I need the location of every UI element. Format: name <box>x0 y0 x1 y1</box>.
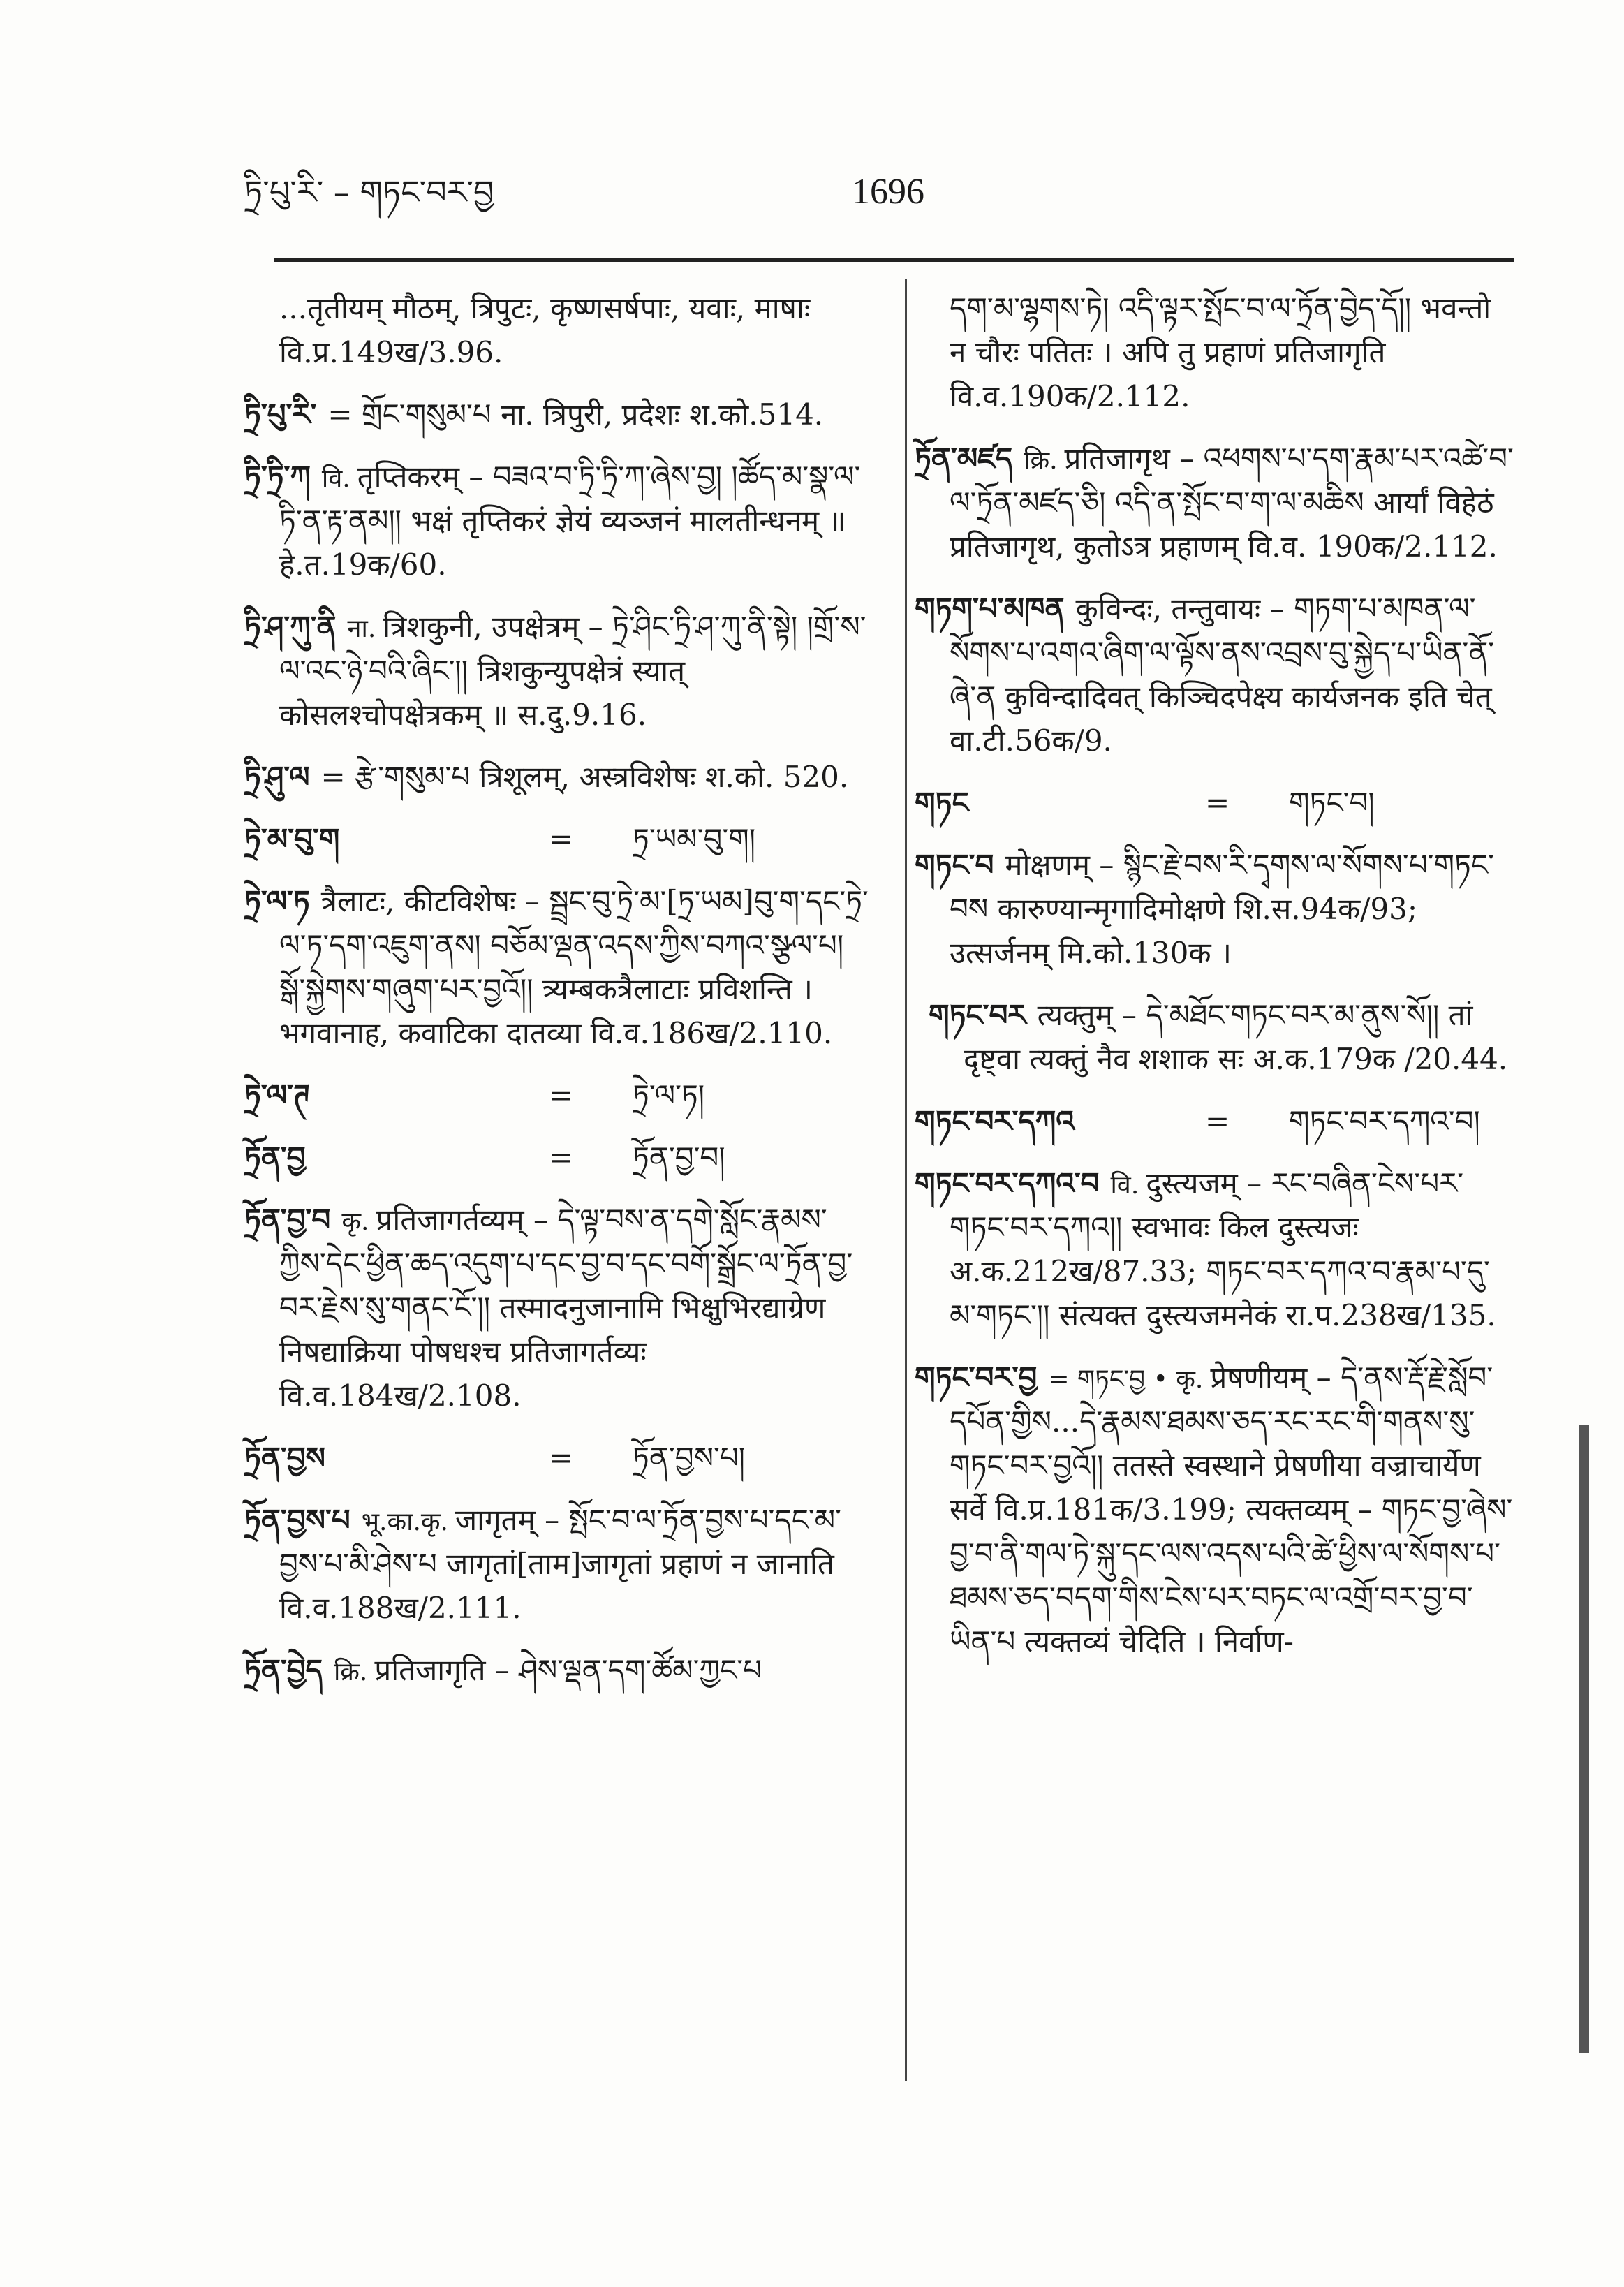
entry-headword: ཏྲི་ཏྲི་ཀ <box>244 459 311 494</box>
dictionary-entry <box>244 605 873 737</box>
dictionary-entry <box>950 286 1515 418</box>
entry-headword: ཏྲོན་བྱ་བ <box>244 1203 331 1237</box>
entry-body: त्यक्तुम् – དེ་མཐོང་གཏང་བར་མ་ནུས་སོ།། तां दृष्ट्वा त्यक्तुं नैव शशाक सः अ.क.179क /20.44. <box>964 998 1508 1076</box>
entry-headword: ཏྲེ་མ་བུ་ག <box>244 822 340 856</box>
entry-body: मोक्षणम् – སྙིང་རྗེ་བས་རི་དྭགས་ལ་སོགས་པ་གཏང་བས कारुण्यान्मृगादिमोक्षणे शि.स.94क/93; उत्सर्जनम् मि.को.130क । <box>950 848 1494 970</box>
equals-sign: = <box>549 1441 574 1475</box>
cross-reference-entry <box>915 1099 1515 1143</box>
dictionary-entry <box>279 286 873 374</box>
entry-headword: ཏྲོན་བྱེད <box>244 1653 323 1687</box>
entry-headword: གཏང་བ <box>915 848 994 882</box>
entry-grammar: = གཏང་བྱ • कृ. <box>1048 1365 1204 1394</box>
dictionary-entry <box>244 1498 873 1630</box>
entry-headword: གཏང <box>915 786 969 820</box>
right-column <box>915 286 1515 1682</box>
entry-headword: ཏྲོན་མཛད <box>915 441 1013 476</box>
equals-sign: = <box>1205 786 1230 820</box>
left-column <box>244 286 873 1710</box>
entry-headword: ཏྲེ་ལ་ཏ <box>244 884 310 918</box>
cross-reference-entry <box>244 1073 873 1117</box>
page-number: 1696 <box>852 172 924 212</box>
dictionary-entry <box>244 1198 873 1418</box>
equals-sign: = <box>1205 1104 1230 1138</box>
entry-body: जागृतम् – སྤོང་བ་ལ་ཏྲོན་བྱས་པ་དང་མ་བྱས་པ་མི་ཤེས་པ जागृतां[ताम]जागृतां प्रहाणं न जानाति वि.व.188ख/2.111. <box>279 1503 841 1625</box>
cross-reference-entry <box>244 817 873 861</box>
column-divider <box>905 279 907 2081</box>
entry-grammar: भू.का.कृ. <box>361 1508 448 1536</box>
entry-grammar: क्रि. <box>1024 446 1058 475</box>
dictionary-entry <box>244 392 873 436</box>
dictionary-entry <box>915 1161 1515 1337</box>
cross-reference-entry <box>244 1135 873 1179</box>
entry-body: ...तृतीयम् मौठम्, त्रिपुटः, कृष्णसर्षपाः, यवाः, माषाः वि.प्र.149ख/3.96. <box>279 291 811 369</box>
entry-grammar: कृ. <box>341 1207 369 1236</box>
entry-grammar: ना. <box>347 615 376 643</box>
dictionary-entry <box>244 879 873 1055</box>
entry-headword: གཏང་བར་བྱ <box>915 1360 1038 1395</box>
cross-reference-target: ཏྲེ་ལ་ཏ། <box>633 1078 705 1112</box>
entry-body: प्रतिजागर्तव्यम् – དེ་ལྟ་བས་ན་དགེ་སློང་རྣམས་ཀྱིས་དེང་ཕྱིན་ཆད་འདུག་པ་དང་བྱ་བ་དང་བགོ་སྒྲོང་ལ་ཏྲོན་བྱ་བར་རྗེས་སུ་གནང་ངོ་།། तस्मादनुजानामि भिक्षुभिरद्याग्रेण निषद्याक्रिया पोषधश्च प्रतिजागर्तव्यः वि.व.184ख/2.108. <box>279 1203 853 1413</box>
entry-body: दुस्त्यजम् – རང་བཞིན་ངེས་པར་གཏང་བར་དཀའ།། स्वभावः किल दुस्त्यजः अ.क.212ख/87.33; གཏང་བར་དཀའ་བ་རྣམ་པ་དུ་མ་གཏང་།། संत्यक्त दुस्त्यजमनेकं रा.प.238ख/135. <box>950 1166 1496 1332</box>
dictionary-entry <box>915 587 1515 763</box>
entry-grammar: वि. <box>321 464 350 493</box>
entry-body: དག་མ་ལྷགས་ཏེ། འདི་ལྟར་སྤོང་བ་ལ་ཏྲོན་བྱེད་དོ།། भवन्तो न चौरः पतितः । अपि तु प्रहाणं प्रतिजागृति वि.व.190क/2.112. <box>950 291 1491 413</box>
dictionary-entry <box>244 1648 873 1692</box>
equals-sign: = <box>549 1078 574 1112</box>
dictionary-entry <box>244 755 873 799</box>
cross-reference-entry <box>915 781 1515 825</box>
entry-headword: གཏག་པ་མཁན <box>915 591 1065 626</box>
entry-headword: གཏང་བར་དཀའ <box>915 1104 1075 1138</box>
entry-headword: ཏྲེ་ལ་ཊ <box>244 1078 310 1112</box>
cross-reference-target: ཏྲ་ཡམ་བུ་ག། <box>633 822 756 856</box>
entry-body: प्रेषणीयम् – དེ་ནས་རྡོ་རྗེ་སློབ་དཔོན་གྱིས...དེ་རྣམས་ཐམས་ཅད་རང་རང་གི་གནས་སུ་གཏང་བར་བྱའོ།། ततस्ते स्वस्थाने प्रेषणीया वज्राचार्येण सर्वे वि.प्र.181क/3.199; त्यक्तव्यम् – གཏང་བྱ་ཞེས་བྱ་བ་ནི་གལ་ཏེ་སྐུ་དང་ལས་འདས་པའི་ཚེ་ཕྱིས་ལ་སོགས་པ་ཐམས་ཅད་བདག་གིས་ངེས་པར་བཏང་ལ་འགྲོ་བར་བྱ་བ་ཡིན་པ त्यक्तव्यं चेदिति । निर्वाण- <box>950 1360 1513 1659</box>
equals-sign: = <box>549 822 574 856</box>
entry-body: प्रतिजागृथ – འཕགས་པ་དག་རྣམ་པར་འཚེ་བ་ལ་ཏྲོན་མཛད་ཅི། འདི་ན་སྤོང་བ་ག་ལ་མཆིས आर्यां विहेठं प्रतिजागृथ, कुतोऽत्र प्रहाणम् वि.व. 190क/2.112. <box>950 441 1514 564</box>
entry-grammar: क्रि. <box>333 1658 368 1686</box>
entry-headword: ཏྲོན་བྱས <box>244 1441 325 1475</box>
entry-headword: ཏྲི་ཤུ་ལ <box>244 760 310 794</box>
cross-reference-target: གཏང་བ། <box>1289 786 1375 820</box>
entry-headword: ཏྲི་པུ་རི་ <box>244 397 317 432</box>
cross-reference-target: ཏྲོན་བྱས་པ། <box>633 1441 746 1475</box>
dictionary-entry <box>244 455 873 587</box>
entry-headword: ཏྲོན་བྱས་པ <box>244 1503 350 1537</box>
dictionary-entry <box>915 1355 1515 1663</box>
cross-reference-target: ཏྲོན་བྱ་བ། <box>633 1140 725 1175</box>
entry-headword: ཏྲི་ཤ་ཀུ་ནི <box>244 610 337 644</box>
entry-body: तृप्तिकरम् – བཟའ་བ་ཏྲི་ཏྲི་ཀ་ཞེས་བྱ། །ཚོད་མ་སྣ་ལ་ཏི་ན་རྟ་ནམ།། भक्षं तृप्तिकरं ज्ञेयं व्यञ्जनं मालतीन्धनम् ॥ हे.त.19क/60. <box>279 459 861 582</box>
dictionary-entry <box>915 436 1515 568</box>
entry-headword: གཏང་བར་དཀའ་བ <box>915 1166 1100 1200</box>
entry-body: = གྲོང་གསུམ་པ ना. त्रिपुरी, प्रदेशः श.को.514. <box>327 397 824 432</box>
entry-body: त्रैलाटः, कीटविशेषः – སྦྲང་བུ་ཏྲེ་མ་[ཏྲ་ཡམ]བུ་ག་དང་ཏྲེ་ལ་ཏ་དག་འཇུག་ནས། བཅོམ་ལྡན་འདས་ཀྱིས་བཀའ་སྩལ་པ། སྒོ་སྐྱེགས་གཞུག་པར་བྱའོ།། त्र्यम्बकत्रैलाटाः प्रविशन्ति । भगवानाह, कवाटिका दातव्या वि.व.186ख/2.110. <box>279 884 869 1050</box>
dictionary-entry <box>915 843 1515 975</box>
entry-headword: ཏྲོན་བྱ <box>244 1140 306 1175</box>
entry-body: त्रिशकुनी, उपक्षेत्रम् – ཏྲེ་ཤིང་ཏྲི་ཤ་ཀུ་ནི་སྟེ། །གྲོ་ས་ལ་འང་ཉེ་བའི་ཞིང་།། त्रिशकुन्युपक्षेत्रं स्यात् कोसलश्चोपक्षेत्रकम् ॥ स.दु.9.16. <box>279 610 866 732</box>
running-head: ཏྲི་པུ་རི་ – གཏང་བར་བྱ <box>244 173 494 211</box>
entry-grammar: वि. <box>1110 1171 1139 1200</box>
entry-body: = རྩེ་གསུམ་པ त्रिशूलम्, अस्त्रविशेषः श.को. 520. <box>320 760 849 794</box>
header-rule <box>274 258 1514 262</box>
cross-reference-entry <box>244 1436 873 1480</box>
entry-body: कुविन्दः, तन्तुवायः – གཏག་པ་མཁན་ལ་སོགས་པ་འགའ་ཞིག་ལ་ལྟོས་ནས་འབྲས་བུ་སྐྱེད་པ་ཡིན་ནོ་ཞེ་ན कुविन्दादिवत् किञ्चिदपेक्ष्य कार्यजनक इति चेत् वा.टी.56क/9. <box>950 591 1495 758</box>
page-edge-shadow <box>1579 1425 1589 2053</box>
entry-headword: གཏང་བར <box>929 998 1026 1032</box>
equals-sign: = <box>549 1140 574 1175</box>
page-header <box>237 150 1470 213</box>
dictionary-entry <box>929 993 1515 1081</box>
entry-body: प्रतिजागृति – ཤེས་ལྡན་དག་ཚོམ་ཀྱང་པ <box>374 1653 762 1687</box>
cross-reference-target: གཏང་བར་དཀའ་བ། <box>1289 1104 1480 1138</box>
